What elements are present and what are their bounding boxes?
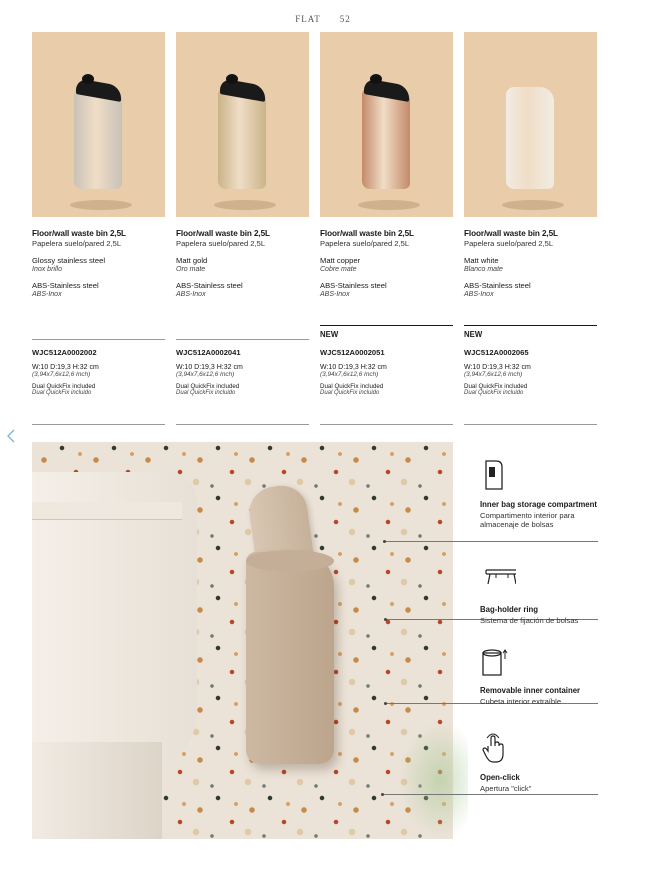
bathroom-scene-photo (32, 442, 453, 839)
product-finish: Matt gold (176, 256, 208, 265)
separator-rule (320, 424, 453, 425)
product-finish: Matt copper (320, 256, 361, 265)
feature-open-click (480, 730, 610, 793)
waste-bin-shape (218, 87, 266, 189)
page-header (0, 14, 646, 24)
page-number: 52 (339, 14, 351, 24)
product-finish: Glossy stainless steel (32, 256, 106, 265)
leader-dot-bag-ring (384, 618, 387, 621)
product-photo (464, 32, 597, 217)
feature-removable-container (480, 643, 610, 706)
product-dimensions-inch: (3,94x7,6x12,6 Inch) (320, 371, 379, 378)
waste-bin-knob-shape (370, 74, 382, 84)
product-finish-es: Inox brillo (32, 266, 62, 273)
product-reference (176, 348, 309, 425)
product-finish-es: Cobre mate (320, 266, 357, 273)
product-card (32, 32, 165, 298)
separator-rule (32, 424, 165, 425)
leader-line-bag-storage (385, 541, 598, 542)
product-material-es: ABS-Inox (464, 291, 494, 298)
product-dimensions-inch: (3,94x7,6x12,6 Inch) (464, 371, 523, 378)
feature-name: Bag-holder ring (480, 605, 539, 614)
product-material-es: ABS-Inox (320, 291, 350, 298)
product-title: Floor/wall waste bin 2,5L (320, 229, 414, 238)
product-title: Floor/wall waste bin 2,5L (464, 229, 558, 238)
product-dimensions: W:10 D:19,3 H:32 cm (32, 364, 99, 371)
toilet-seat-shape (32, 502, 182, 520)
waste-bin-shape (362, 87, 410, 189)
inner-bag-icon (480, 457, 508, 493)
badge-area (32, 325, 165, 343)
quickfix-note-es: Dual QuickFix incluido (176, 390, 236, 396)
quickfix-note-es: Dual QuickFix incluido (464, 390, 524, 396)
product-finish-es: Oro mate (176, 266, 206, 273)
wall-bin-rim-shape (246, 550, 334, 572)
badge-area (464, 325, 597, 343)
product-code: WJC512A0002065 (464, 348, 529, 357)
plant-decor (398, 720, 468, 840)
leader-line-open-click (383, 794, 598, 795)
quickfix-note: Dual QuickFix included (464, 383, 528, 390)
feature-name: Removable inner container (480, 686, 581, 695)
quickfix-note: Dual QuickFix included (32, 383, 96, 390)
product-card (176, 32, 309, 298)
product-dimensions: W:10 D:19,3 H:32 cm (320, 364, 387, 371)
product-title-es: Papelera suelo/pared 2,5L (176, 239, 266, 248)
feature-desc: Cubeta interior extraíble (480, 697, 562, 706)
feature-desc: Apertura "click" (480, 784, 532, 793)
product-material-es: ABS-Inox (176, 291, 206, 298)
product-shadow (502, 200, 564, 210)
product-finish: Matt white (464, 256, 499, 265)
badge-rule (320, 325, 453, 326)
product-dimensions: W:10 D:19,3 H:32 cm (464, 364, 531, 371)
toilet-base-shape (32, 742, 162, 839)
quickfix-note-es: Dual QuickFix incluido (320, 390, 380, 396)
leader-dot-open-click (381, 793, 384, 796)
feature-name: Open-click (480, 773, 520, 782)
separator-rule (464, 424, 597, 425)
leader-dot-bag-storage (383, 540, 386, 543)
separator-rule (176, 339, 309, 340)
inner-container-icon (480, 643, 508, 679)
feature-desc: Compartimento interior para almacenaje de bolsas (480, 511, 575, 529)
chevron-left-icon[interactable] (5, 428, 17, 444)
product-reference (320, 348, 453, 425)
badge-area (176, 325, 309, 343)
waste-bin-knob-shape (82, 74, 94, 84)
product-shadow (358, 200, 420, 210)
product-material: ABS-Stainless steel (176, 281, 243, 290)
product-shadow (70, 200, 132, 210)
feature-bag-holder-ring (480, 562, 610, 625)
product-photo (32, 32, 165, 217)
quickfix-note-es: Dual QuickFix incluido (32, 390, 92, 396)
product-title-es: Papelera suelo/pared 2,5L (464, 239, 554, 248)
separator-rule (176, 424, 309, 425)
new-badge: NEW (464, 330, 483, 339)
waste-bin-shape (506, 87, 554, 189)
product-shadow (214, 200, 276, 210)
product-dimensions: W:10 D:19,3 H:32 cm (176, 364, 243, 371)
product-title: Floor/wall waste bin 2,5L (176, 229, 270, 238)
waste-bin-knob-shape (226, 74, 238, 84)
product-photo (176, 32, 309, 217)
badge-rule (464, 325, 597, 326)
product-material: ABS-Stainless steel (464, 281, 531, 290)
product-title-es: Papelera suelo/pared 2,5L (32, 239, 122, 248)
feature-desc: Sistema de fijación de bolsas (480, 616, 579, 625)
product-title-es: Papelera suelo/pared 2,5L (320, 239, 410, 248)
product-material: ABS-Stainless steel (32, 281, 99, 290)
feature-name: Inner bag storage compartment (480, 500, 597, 509)
waste-bin-shape (74, 87, 122, 189)
wall-bin-shape (246, 552, 334, 764)
product-finish-es: Blanco mate (464, 266, 503, 273)
leader-dot-inner-container (384, 702, 387, 705)
product-material: ABS-Stainless steel (320, 281, 387, 290)
product-reference (464, 348, 597, 425)
product-dimensions-inch: (3,94x7,6x12,6 Inch) (176, 371, 235, 378)
product-card (464, 32, 597, 298)
badge-area (320, 325, 453, 343)
product-photo (320, 32, 453, 217)
quickfix-note: Dual QuickFix included (176, 383, 240, 390)
product-reference (32, 348, 165, 425)
new-badge: NEW (320, 330, 339, 339)
product-code: WJC512A0002051 (320, 348, 385, 357)
open-click-icon (480, 730, 508, 766)
product-material-es: ABS-Inox (32, 291, 62, 298)
quickfix-note: Dual QuickFix included (320, 383, 384, 390)
bag-ring-icon (480, 562, 516, 598)
product-card (320, 32, 453, 298)
product-code: WJC512A0002002 (32, 348, 97, 357)
product-dimensions-inch: (3,94x7,6x12,6 Inch) (32, 371, 91, 378)
separator-rule (32, 339, 165, 340)
section-title: FLAT (295, 14, 321, 24)
product-title: Floor/wall waste bin 2,5L (32, 229, 126, 238)
feature-inner-bag-storage (480, 457, 610, 529)
product-code: WJC512A0002041 (176, 348, 241, 357)
